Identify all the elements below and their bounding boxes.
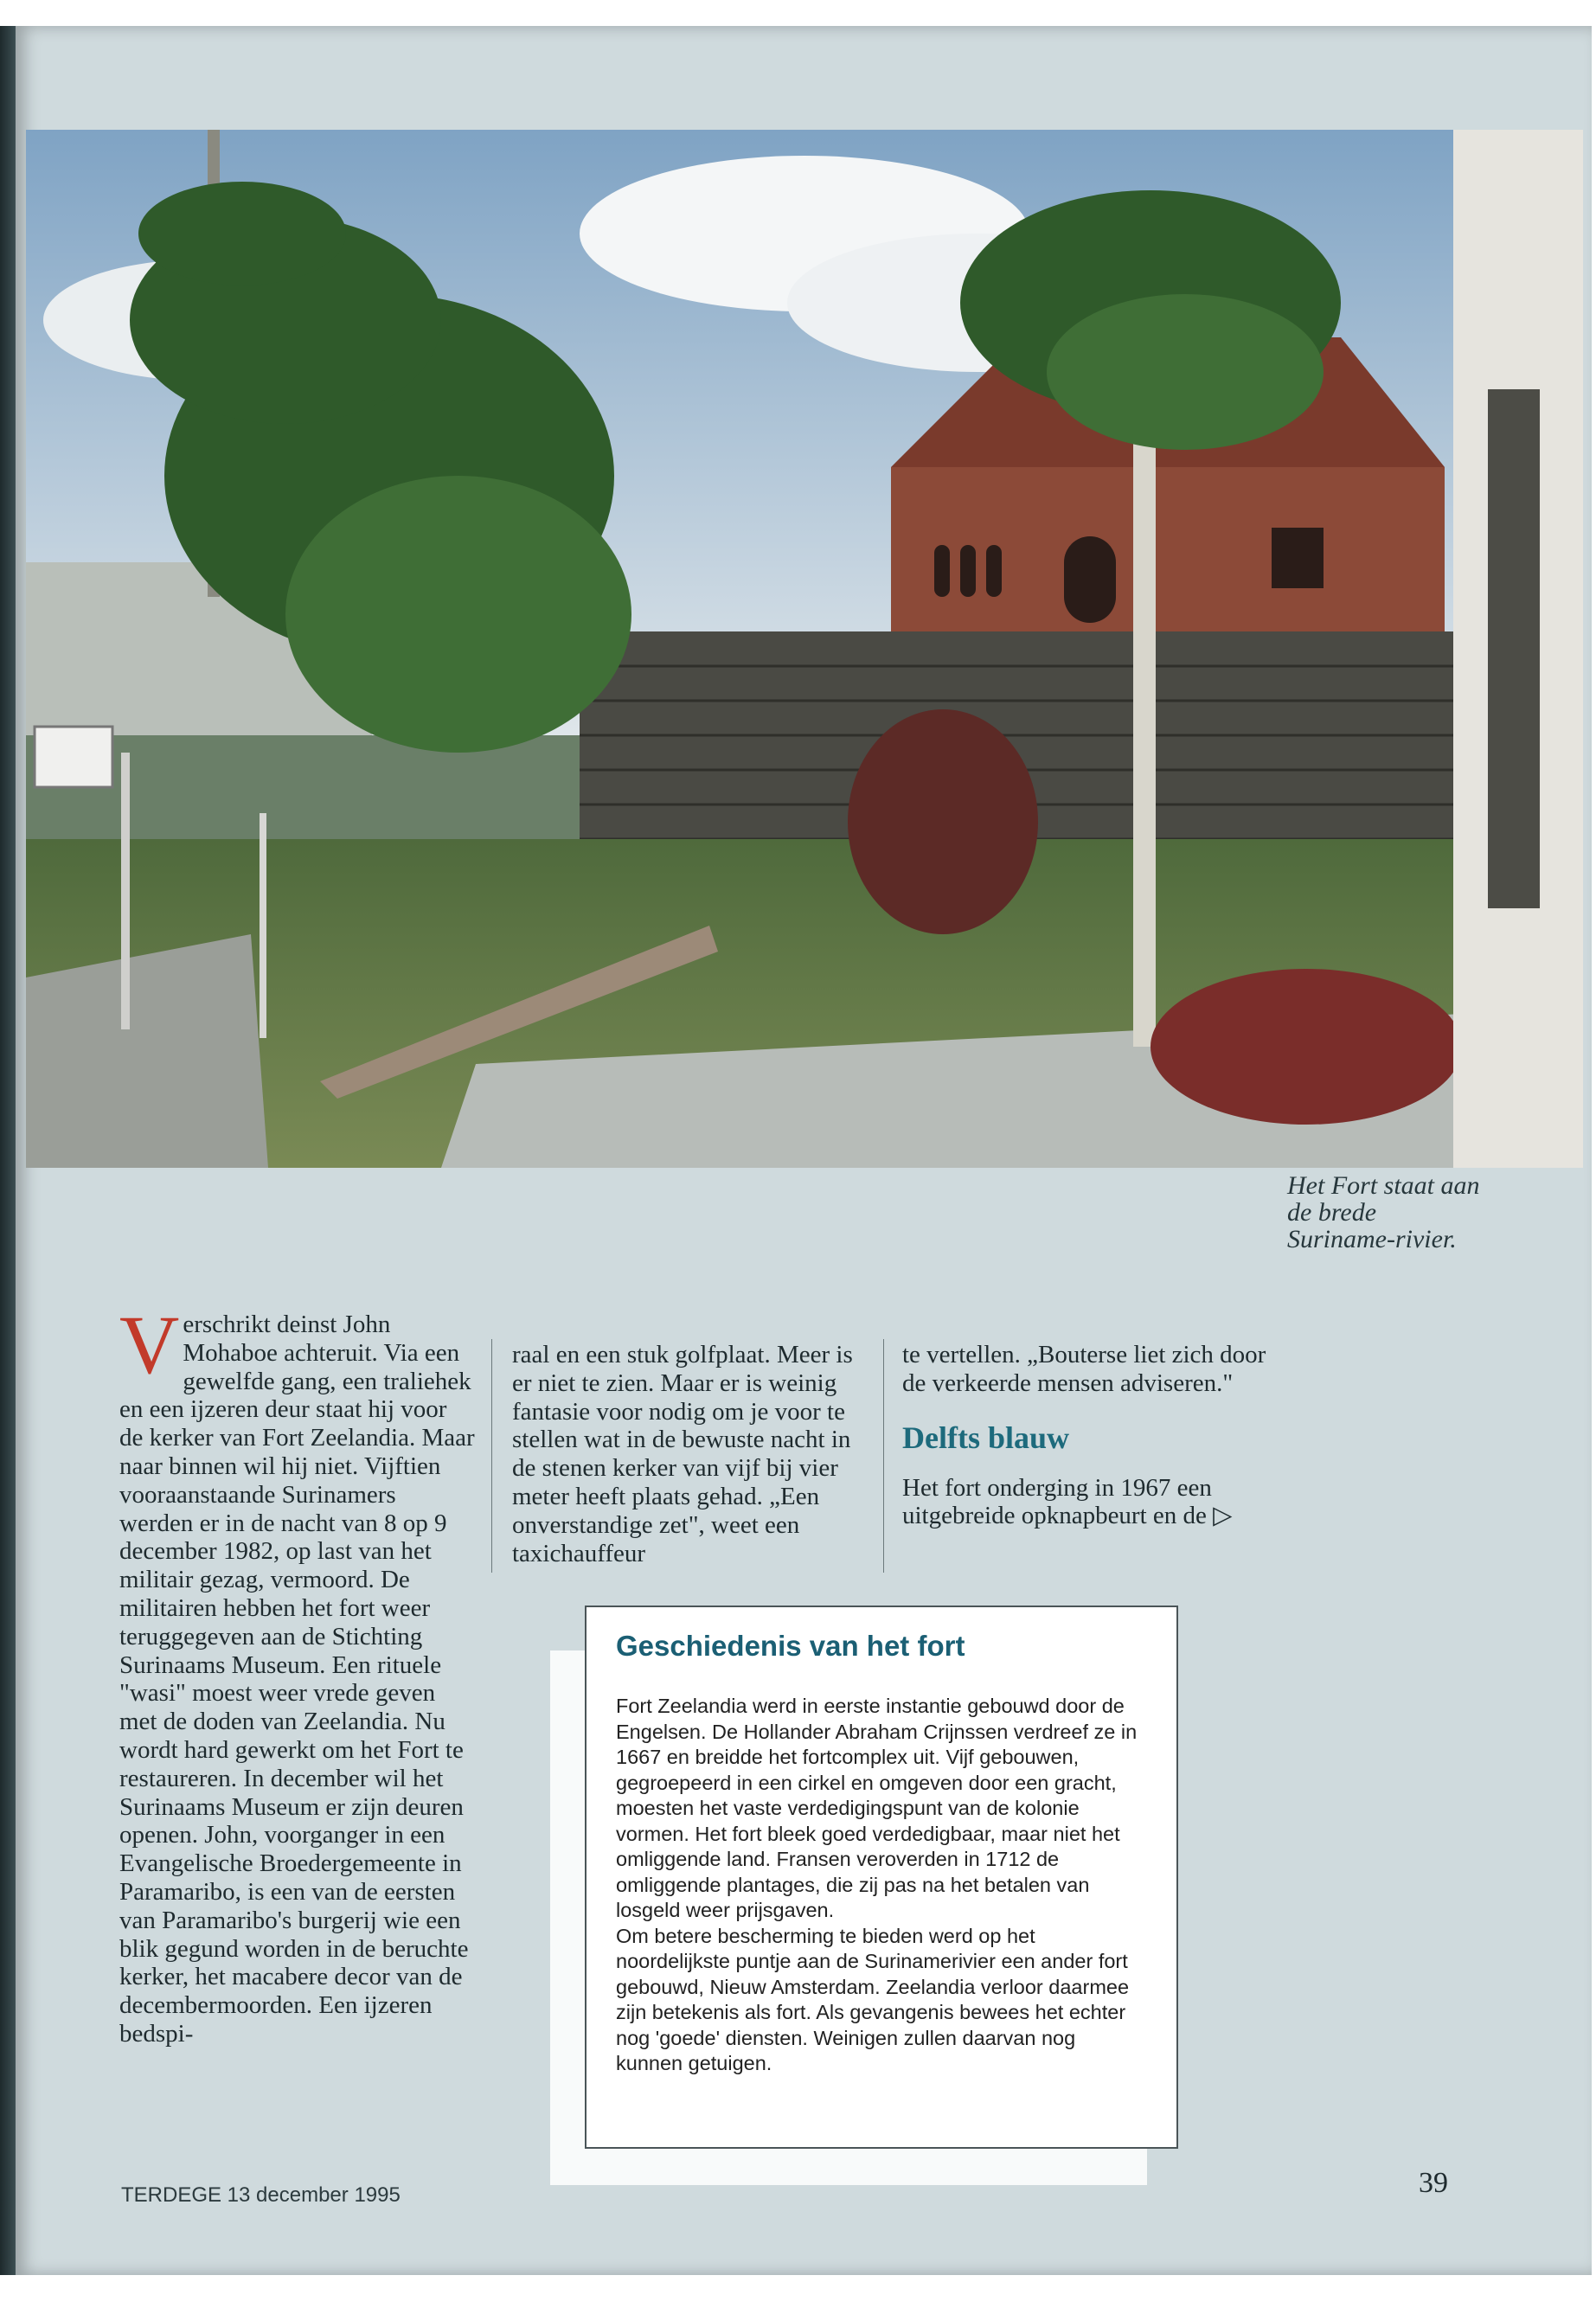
article-text: te vertellen. „Bouterse liet zich door de verkeerde mensen adviseren."	[902, 1341, 1266, 1397]
fort-zeelandia-photo	[26, 130, 1583, 1168]
column-divider	[883, 1339, 884, 1573]
article-text: erschrikt deinst John Mohaboe achteruit. Via een gewelfde gang, een traliehek en een ijzeren deur staat hij voor de kerker van Fort Zeelandia. Maar naar binnen wil hij niet. Vijftien vooraanstaande Surinamers werden er in de nacht van 8 op 9 december 1982, op last van het militair gezag, vermoord. De militairen hebben het fort weer teruggegeven aan de Stichting Surinaams Museum. Een rituele "wasi" moest weer vrede geven met de doden van Zeelandia. Nu wordt hard gewerkt om het Fort te restaureren. In december wil het Surinaams Museum er zijn deuren openen. John, voorganger in een Evangelische Broedergemeente in Paramaribo, is een van de eersten van Paramaribo's burgerij wie een blik gegund worden in de beruchte kerker, het macabere decor van de decembermoorden. Een ijzeren bedspi-	[119, 1311, 475, 2048]
drop-cap: V	[119, 1298, 180, 1391]
page-number: 39	[1419, 2167, 1448, 2199]
history-sidebar-box	[585, 1606, 1178, 2149]
photo-caption: Het Fort staat aan de brede Suriname-rivier.	[1287, 1171, 1480, 1253]
publication-footer: TERDEGE 13 december 1995	[121, 2183, 401, 2207]
article-text: Het fort onderging in 1967 een uitgebreide opknapbeurt en de ▷	[902, 1473, 1233, 1530]
article-column-3	[902, 1341, 1274, 1530]
photo-illustration	[26, 130, 1583, 1168]
article-column-1	[119, 1298, 476, 2048]
sidebar-body: Fort Zeelandia werd in eerste instantie gebouwd door de Engelsen. De Hollander Abraham Crijnssen verdreef ze in 1667 en breidde het fortcomplex uit. Vijf gebouwen, gegroepeerd in een cirkel en omgeven door een gracht, moesten het vaste verdedigingspunt van de kolonie vormen. Het fort bleek goed verdedigbaar, maar niet het omliggende land. Fransen veroverden in 1712 de omliggende plantages, die zij pas na het betalen van losgeld weer prijsgaven. Om betere bescherming te bieden werd op het noordelijkste puntje aan de Surinamerivier een ander fort gebouwd, Nieuw Amsterdam. Zeelandia verloor daarmee zijn betekenis als fort. Als gevangenis bewees het echter nog 'goede' diensten. Weinigen zullen daarvan nog kunnen getuigen.	[616, 1695, 1138, 2074]
article-text: raal en een stuk golfplaat. Meer is er niet te zien. Maar er is weinig fantasie voor nodig om je voor te stellen wat in de bewuste nacht in de stenen kerker van vijf bij vier meter heeft plaats gehad. „Een onverstandige zet", weet een taxichauffeur	[512, 1341, 853, 1567]
article-column-2	[512, 1341, 869, 1567]
section-heading: Delfts blauw	[902, 1420, 1070, 1455]
column-divider	[491, 1339, 492, 1573]
sidebar-title: Geschiedenis van het fort	[616, 1630, 965, 1662]
